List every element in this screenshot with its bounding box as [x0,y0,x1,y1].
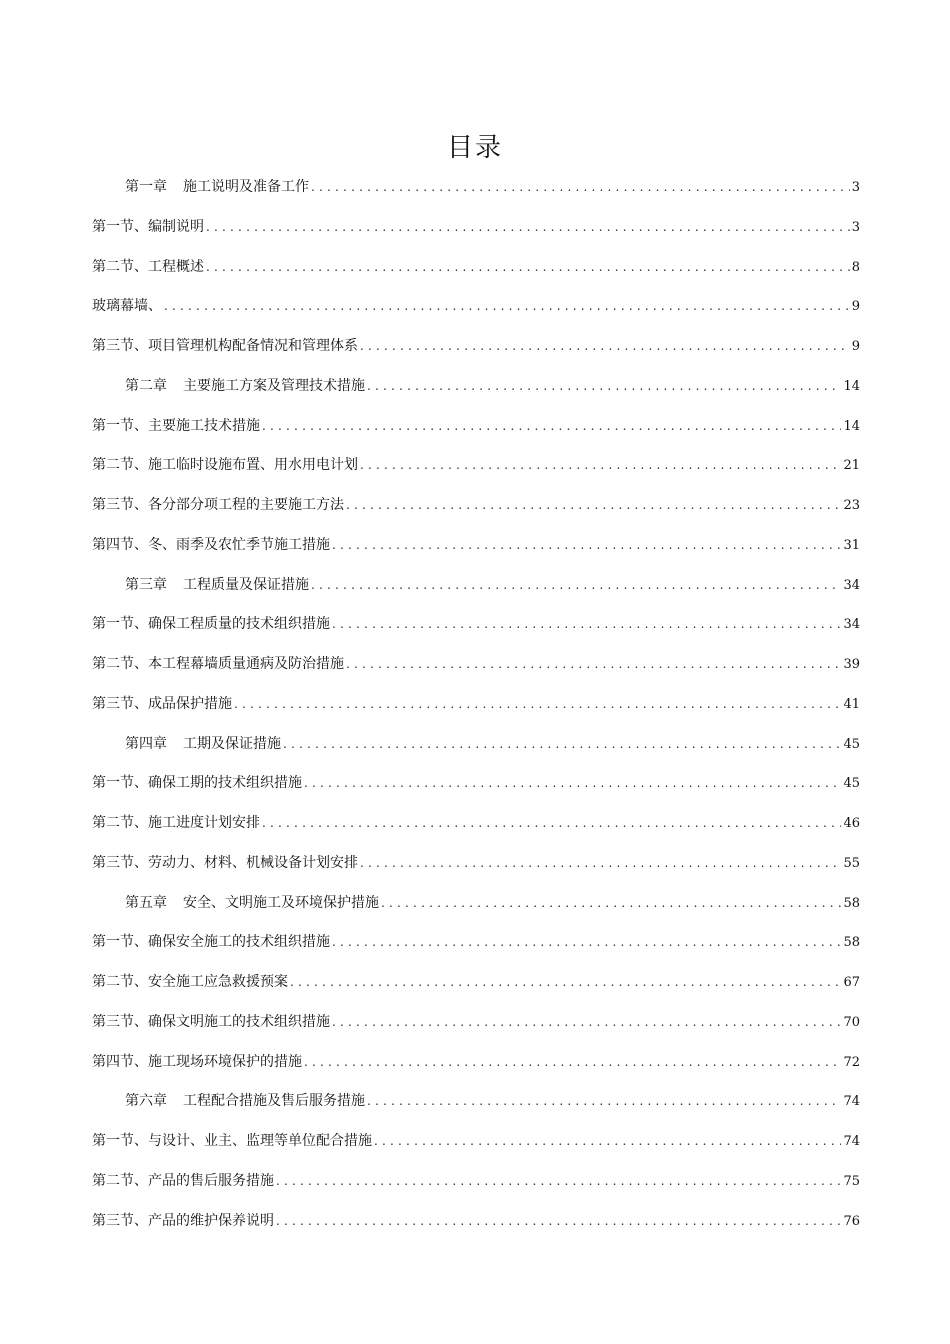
toc-title: 目录 [446,133,503,163]
toc-entry-label: 玻璃幕墙、 [92,298,162,315]
toc-chapter-number: 第三章 [125,576,167,593]
toc-entry-text [92,768,302,798]
toc-section-entry[interactable] [92,1166,860,1206]
toc-entry-text [92,252,204,282]
toc-dot-leader [276,1206,841,1236]
toc-entry-label: 第一节、确保安全施工的技术组织措施 [92,934,330,951]
toc-dot-leader [360,848,841,878]
toc-entry-label: 第一节、编制说明 [92,218,204,235]
toc-page-number: 21 [843,458,860,474]
toc-dot-leader [164,291,850,321]
toc-section-entry[interactable] [92,1047,860,1087]
toc-entry-label: 第三节、成品保护措施 [92,695,232,712]
toc-section-entry[interactable] [92,1206,860,1246]
toc-chapter-number: 第一章 [125,179,167,195]
toc-page-number: 67 [843,975,860,990]
toc-dot-leader [262,808,841,838]
toc-section-entry[interactable] [92,450,860,490]
toc-section-entry[interactable] [92,808,860,848]
toc-dot-leader [360,331,850,361]
toc-section-entry[interactable] [92,609,860,649]
toc-entry-label: 主要施工方案及管理技术措施 [183,377,365,394]
toc-entry-label: 第一节、与设计、业主、监理等单位配合措施 [92,1133,372,1149]
toc-entry-label: 第三节、产品的维护保养说明 [92,1212,274,1229]
toc-entry-label: 第三节、确保文明施工的技术组织措施 [92,1013,330,1030]
toc-dot-leader [332,1007,841,1037]
toc-entry-text [92,967,288,997]
toc-entry-text [92,291,162,321]
toc-chapter-entry[interactable] [92,371,860,411]
toc-section-entry[interactable] [92,768,860,808]
toc-page-number: 58 [843,935,860,951]
toc-dot-leader [262,411,841,441]
toc-entry-label: 安全、文明施工及环境保护措施 [183,894,379,911]
toc-dot-leader [346,490,841,520]
toc-entry-text [125,888,379,918]
toc-section-entry[interactable] [92,411,860,451]
toc-entry-label: 第二节、安全施工应急救援预案 [92,974,288,990]
toc-dot-leader [381,888,841,918]
toc-section-entry[interactable] [92,490,860,530]
toc-section-entry[interactable] [92,530,860,570]
toc-entry-text [92,1007,330,1037]
toc-section-entry[interactable] [92,331,860,371]
toc-section-entry[interactable] [92,967,860,1007]
toc-dot-leader [374,1126,841,1156]
toc-section-entry[interactable] [92,1007,860,1047]
toc-entry-label: 第一节、确保工程质量的技术组织措施 [92,616,330,633]
toc-dot-leader [290,967,841,997]
toc-dot-leader [346,649,841,679]
toc-chapter-entry[interactable] [92,172,860,212]
toc-entry-label: 第四节、冬、雨季及农忙季节施工措施 [92,536,330,553]
toc-section-entry[interactable] [92,927,860,967]
toc-dot-leader [276,1166,841,1196]
toc-entry-text [92,808,260,838]
toc-page-number: 34 [843,577,860,593]
toc-dot-leader [206,212,850,242]
toc-chapter-entry[interactable] [92,1086,860,1126]
toc-page-number: 70 [843,1014,860,1030]
toc-dot-leader [360,450,841,480]
toc-chapter-number: 第二章 [125,377,167,394]
toc-entry-text [92,848,358,878]
toc-list [92,172,860,1245]
toc-entry-label: 工程质量及保证措施 [183,576,309,593]
toc-dot-leader [234,689,841,719]
toc-page-number: 31 [843,537,860,553]
toc-entry-text [125,172,309,202]
toc-page-number: 23 [843,498,860,513]
toc-dot-leader [332,530,841,560]
toc-entry-label: 第二节、产品的售后服务措施 [92,1172,274,1189]
toc-entry-text [92,1126,372,1156]
toc-entry-text [92,689,232,719]
toc-page-number: 34 [843,617,860,633]
toc-entry-label: 工期及保证措施 [183,735,281,752]
toc-page-number: 58 [843,895,860,911]
toc-entry-label: 第三节、项目管理机构配备情况和管理体系 [92,338,358,354]
toc-entry-label: 第三节、劳动力、材料、机械设备计划安排 [92,854,358,871]
toc-entry-text [92,1047,302,1077]
toc-chapter-entry[interactable] [92,888,860,928]
toc-page-number: 76 [843,1213,860,1229]
toc-entry-label: 工程配合措施及售后服务措施 [183,1093,365,1110]
toc-entry-label: 第一节、确保工期的技术组织措施 [92,775,302,792]
toc-entry-text [92,411,260,441]
toc-entry-label: 第二节、工程概述 [92,258,204,275]
toc-dot-leader [332,609,841,639]
toc-dot-leader [304,768,841,798]
toc-page-number: 72 [843,1054,860,1070]
toc-entry-label: 第四节、施工现场环境保护的措施 [92,1053,302,1070]
toc-entry-label: 第二节、本工程幕墙质量通病及防治措施 [92,656,344,672]
toc-section-entry[interactable] [92,649,860,689]
toc-section-entry[interactable] [92,212,860,252]
toc-section-entry[interactable] [92,1126,860,1166]
toc-entry-label: 施工说明及准备工作 [183,179,309,195]
toc-entry-label: 第三节、各分部分项工程的主要施工方法 [92,497,344,513]
toc-chapter-number: 第四章 [125,735,167,752]
toc-entry-label: 第二节、施工进度计划安排 [92,815,260,831]
toc-dot-leader [332,927,841,957]
toc-section-entry[interactable] [92,689,860,729]
toc-entry-text [92,1166,274,1196]
toc-page-number: 3 [851,180,860,195]
toc-dot-leader [304,1047,841,1077]
toc-page-number: 39 [843,657,860,672]
toc-entry-text [92,609,330,639]
toc-entry-text [92,490,344,520]
toc-entry-label: 第一节、主要施工技术措施 [92,417,260,434]
toc-entry-text [125,570,309,600]
toc-entry-text [92,530,330,560]
toc-page-number: 8 [851,259,860,275]
toc-page-number: 45 [843,776,860,792]
toc-chapter-entry[interactable] [92,729,860,769]
toc-page-number: 3 [851,219,860,235]
toc-page-number: 75 [843,1173,860,1189]
toc-page-number: 9 [851,339,860,354]
toc-entry-label: 第二节、施工临时设施布置、用水用电计划 [92,457,358,474]
toc-page-number: 46 [843,816,860,831]
toc-entry-text [125,1086,365,1116]
toc-section-entry[interactable] [92,252,860,292]
toc-page-number: 14 [843,418,860,434]
toc-page-number: 55 [843,855,860,871]
toc-section-entry[interactable] [92,291,860,331]
toc-entry-text [92,212,204,242]
toc-entry-text [92,450,358,480]
toc-entry-text [92,649,344,679]
toc-section-entry[interactable] [92,848,860,888]
toc-page-number: 14 [843,378,860,394]
toc-dot-leader [367,1086,841,1116]
toc-entry-text [125,729,281,759]
toc-chapter-number: 第五章 [125,894,167,911]
toc-dot-leader [311,172,850,202]
toc-page-number: 45 [843,736,860,752]
toc-dot-leader [367,371,841,401]
toc-entry-text [92,1206,274,1236]
toc-dot-leader [283,729,841,759]
toc-dot-leader [311,570,841,600]
toc-page-number: 74 [843,1134,860,1149]
toc-entry-text [92,331,358,361]
toc-entry-text [92,927,330,957]
toc-page-number: 9 [851,299,860,315]
toc-page-number: 74 [843,1094,860,1110]
toc-chapter-entry[interactable] [92,570,860,610]
toc-dot-leader [206,252,850,282]
toc-chapter-number: 第六章 [125,1093,167,1110]
toc-page-number: 41 [843,696,860,712]
toc-entry-text [125,371,365,401]
